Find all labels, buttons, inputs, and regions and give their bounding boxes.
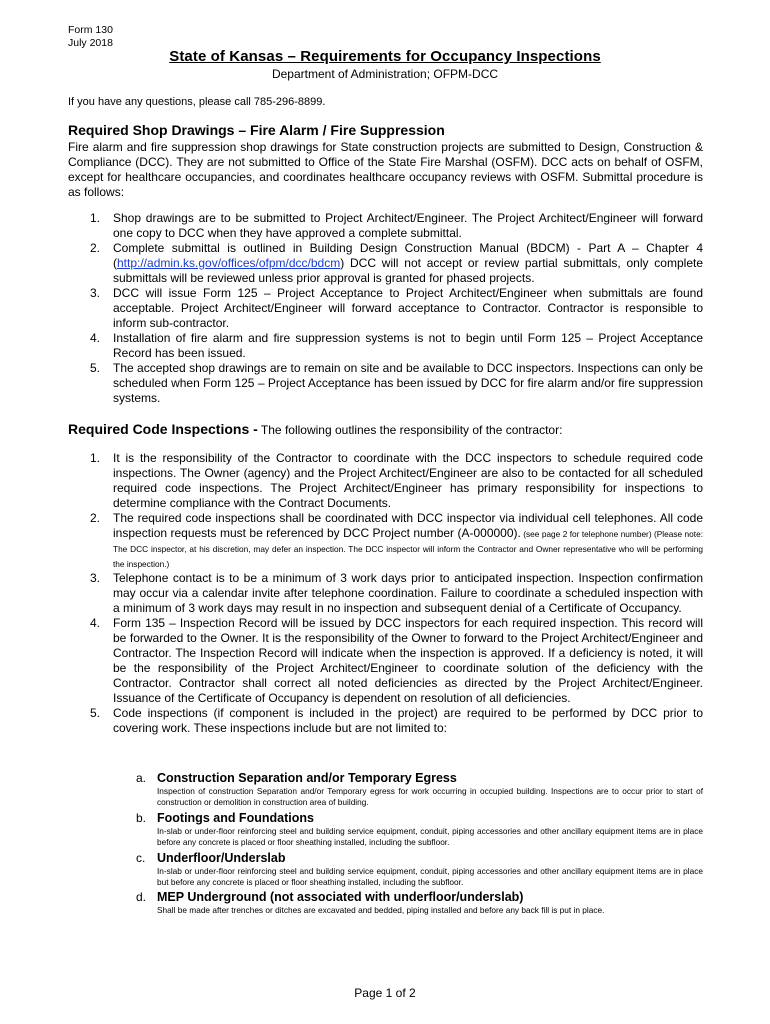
- code-inspections-list: [68, 451, 703, 736]
- form-date: July 2018: [68, 37, 113, 49]
- list-item: 5. The accepted shop drawings are to remain on site and be available to DCC inspectors. Inspections can only be scheduled when Form 125 – Project Acceptance has been issued by DCC for fire alarm and/or fire suppression systems.: [90, 361, 703, 405]
- list-item: 4. Installation of fire alarm and fire suppression systems is not to begin until Form 125 – Project Acceptance Record has been issued.: [90, 331, 703, 360]
- list-item: 5. Code inspections (if component is included in the project) are required to be performed by DCC prior to covering work. These inspections include but are not limited to:: [90, 706, 703, 735]
- page-number: Page 1 of 2: [354, 986, 416, 1000]
- list-item: 2. Complete submittal is outlined in Building Design Construction Manual (BDCM) - Part A – Chapter 4 (http://admin.ks.gov/offices/ofpm/dcc/bdcm) DCC will not accept or review partial submittals, only complete submittals will be reviewed unless prior approval is granted for phased projects.: [90, 241, 703, 285]
- shop-drawings-intro: Fire alarm and fire suppression shop drawings for State construction projects are submitted to Design, Construction & Compliance (DCC). They are not submitted to Office of the State Fire Marshal (OSFM). DCC acts on behalf of OSFM, except for healthcare occupancies, and coordinates healthcare occupancy reviews with OSFM. Submittal procedure is as follows:: [68, 140, 703, 199]
- form-info: [68, 24, 113, 50]
- list-item: 1. It is the responsibility of the Contractor to coordinate with the DCC inspectors to schedule required code inspections. The Owner (agency) and the Project Architect/Engineer are also to be contacted for all scheduled required code inspections. The Project Architect/Engineer has primary responsibility for inspections to determine compliance with the Contract Documents.: [90, 451, 703, 510]
- sub-item-a: a. Construction Separation and/or Temporary Egress Inspection of construction Separation and/or Temporary egress for work occurring in occupied building. Inspections are to occur prior to start of construction or demolition in construction area of building.: [136, 771, 703, 807]
- code-inspections-heading: Required Code Inspections - The following outlines the responsibility of the contractor:: [68, 421, 563, 437]
- form-number: Form 130: [68, 24, 113, 36]
- list-item: 1. Shop drawings are to be submitted to Project Architect/Engineer. The Project Architect/Engineer will forward one copy to DCC when they have approved a complete submittal.: [90, 211, 703, 240]
- list-item: 4. Form 135 – Inspection Record will be issued by DCC inspectors for each required inspection. This record will be forwarded to the Owner. It is the responsibility of the Owner to forward to the Project Architect/Engineer and Contractor. The Inspection Record will indicate when the inspection is approved. If a deficiency is noted, it will be the responsibility of the Project Architect/Engineer to coordinate solution of the deficiency with the Contractor. Contractor shall correct all noted deficiencies as directed by the Project Architect/Engineer. Issuance of the Certificate of Occupancy is dependent on resolution of all deficiencies.: [90, 616, 703, 705]
- shop-drawings-heading: Required Shop Drawings – Fire Alarm / Fire Suppression: [68, 122, 445, 138]
- bdcm-link[interactable]: http://admin.ks.gov/offices/ofpm/dcc/bdcm: [117, 256, 341, 270]
- questions-line: If you have any questions, please call 785-296-8899.: [68, 96, 326, 108]
- page-title: State of Kansas – Requirements for Occupancy Inspections: [169, 48, 601, 65]
- shop-drawings-list: [68, 211, 703, 406]
- page-subtitle: Department of Administration; OFPM-DCC: [271, 67, 499, 81]
- sub-item-c: c. Underfloor/Underslab In-slab or under-floor reinforcing steel and building service equipment, conduit, piping accessories and other ancillary equipment items are in place but before any concrete is placed or floor sheathing installed, including the subfloor.: [136, 851, 703, 887]
- list-item: 2. The required code inspections shall be coordinated with DCC inspector via individual cell telephones. All code inspection requests must be referenced by DCC Project number (A-000000). (see page 2 for telephone number) (Please note: The DCC inspector, at his discretion, may defer an inspection. The DCC inspector will inform the Contractor and Owner representative who will be performing the inspection.): [90, 511, 703, 569]
- list-item: 3. Telephone contact is to be a minimum of 3 work days prior to anticipated inspection. Inspection confirmation may occur via a calendar invite after telephone coordination. Failure to coordinate a scheduled inspection with a minimum of 3 work days may result in no inspection and subsequent denial of a Certificate of Occupancy.: [90, 571, 703, 615]
- list-item: 3. DCC will issue Form 125 – Project Acceptance to Project Architect/Engineer when submittals are found acceptable. Project Architect/Engineer will forward acceptance to Contractor. Contractor is responsible to inform sub-contractor.: [90, 286, 703, 330]
- sub-item-b: b. Footings and Foundations In-slab or under-floor reinforcing steel and building service equipment, conduit, piping accessories and other ancillary equipment items are in place before any concrete is placed or floor sheathing installed, including the subfloor.: [136, 811, 703, 847]
- sub-item-d: d. MEP Underground (not associated with underfloor/underslab) Shall be made after trenches or ditches are excavated and bedded, piping installed and before any back fill is put in place.: [136, 890, 605, 915]
